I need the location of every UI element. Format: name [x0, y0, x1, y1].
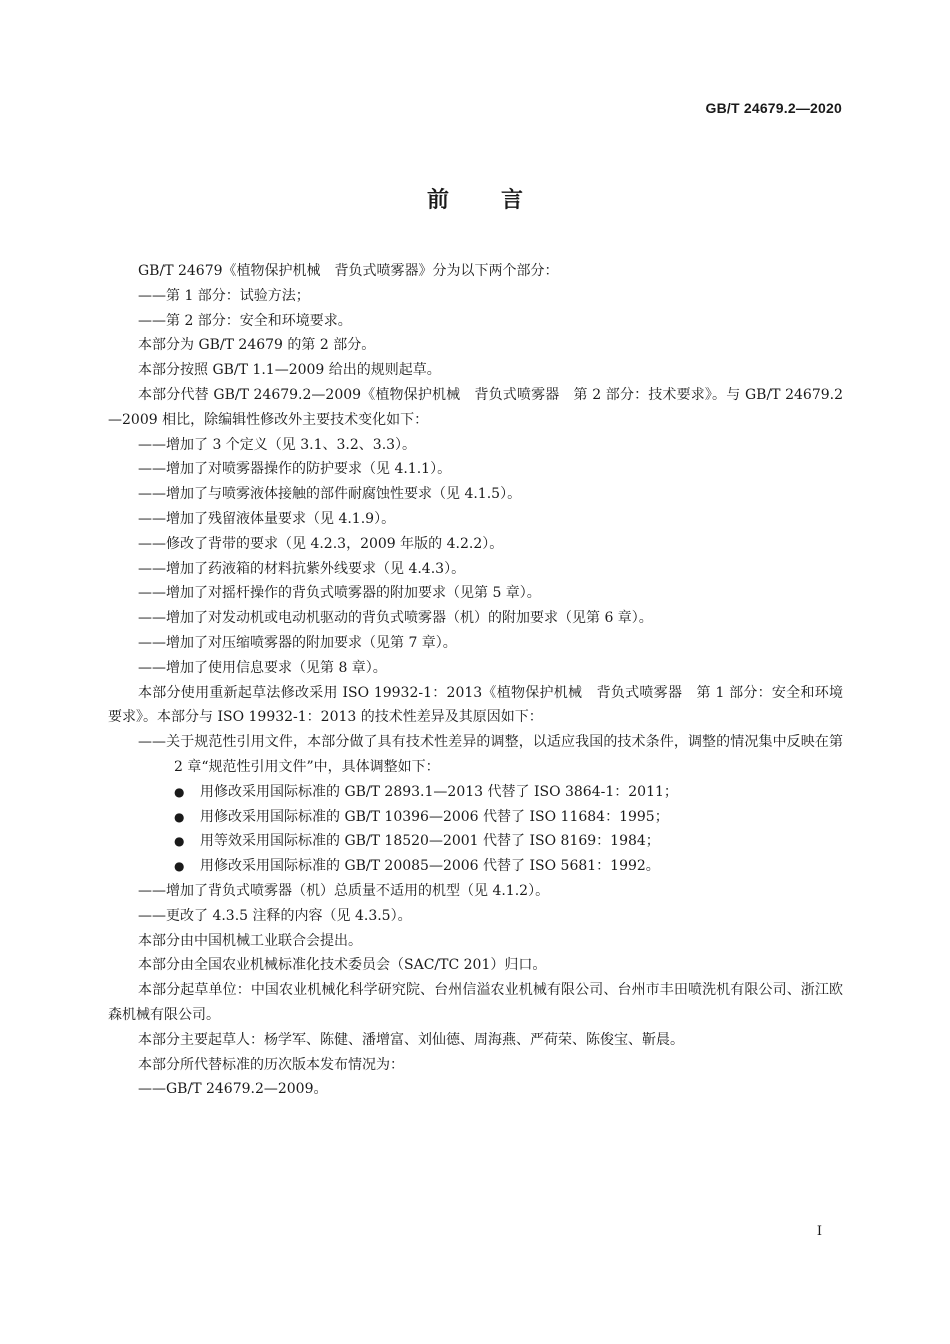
standard-code-header: GB/T 24679.2—2020	[705, 100, 842, 116]
paragraph: 本部分所代替标准的历次版本发布情况为：	[138, 1056, 404, 1073]
dash-item: ——增加了药液箱的材料抗紫外线要求（见 4.4.3）。	[138, 560, 466, 577]
dash-item: ——增加了使用信息要求（见第 8 章）。	[138, 659, 387, 676]
dash-item: ——第 1 部分：试验方法；	[138, 287, 310, 304]
dash-item: ——第 2 部分：安全和环境要求。	[138, 312, 352, 329]
paragraph: 本部分为 GB/T 24679 的第 2 部分。	[138, 337, 376, 354]
dash-item: ——增加了对喷雾器操作的防护要求（见 4.1.1）。	[138, 461, 452, 478]
bullet-text: 用等效采用国际标准的 GB/T 18520—2001 代替了 ISO 8169：1984；	[200, 833, 660, 850]
paragraph: 本部分代替 GB/T 24679.2—2009《植物保护机械 背负式喷雾器 第 2 部分：技术要求》。与 GB/T 24679.2—2009 相比，除编辑性修改外主要技术变化如下：	[108, 386, 843, 428]
bullet-item	[108, 854, 843, 879]
dash-item: ——增加了背负式喷雾器（机）总质量不适用的机型（见 4.1.2）。	[138, 882, 550, 899]
bullet-text: 用修改采用国际标准的 GB/T 2893.1—2013 代替了 ISO 3864-1：2011；	[200, 783, 678, 800]
paragraph: 本部分起草单位：中国农业机械化科学研究院、台州信溢农业机械有限公司、台州市丰田喷洗机有限公司、浙江欧森机械有限公司。	[108, 982, 843, 1023]
dash-item: ——更改了 4.3.5 注释的内容（见 4.3.5）。	[138, 907, 412, 924]
foreword-body	[108, 259, 843, 1102]
dash-item: ——增加了对发动机或电动机驱动的背负式喷雾器（机）的附加要求（见第 6 章）。	[138, 610, 653, 627]
bullet-icon: ●	[174, 859, 185, 874]
paragraph: 本部分由全国农业机械标准化技术委员会（SAC/TC 201）归口。	[138, 957, 547, 974]
bullet-text: 用修改采用国际标准的 GB/T 10396—2006 代替了 ISO 11684：1995；	[200, 808, 669, 825]
paragraph: 本部分使用重新起草法修改采用 ISO 19932-1：2013《植物保护机械 背负式喷雾器 第 1 部分：安全和环境要求》。本部分与 ISO 19932-1：2013 的技术性差异及其原因如下：	[108, 684, 843, 726]
page-number: I	[816, 1224, 822, 1239]
paragraph: 本部分由中国机械工业联合会提出。	[138, 932, 362, 949]
bullet-text: 用修改采用国际标准的 GB/T 20085—2006 代替了 ISO 5681：1992。	[200, 858, 660, 875]
bullet-icon: ●	[174, 809, 185, 824]
bullet-icon: ●	[174, 784, 185, 799]
page-title: 前言	[426, 188, 575, 213]
bullet-item	[108, 780, 843, 805]
paragraph: 本部分按照 GB/T 1.1—2009 给出的规则起草。	[138, 362, 441, 379]
dash-item: ——修改了背带的要求（见 4.2.3，2009 年版的 4.2.2）。	[138, 535, 504, 552]
paragraph: GB/T 24679《植物保护机械 背负式喷雾器》分为以下两个部分：	[138, 263, 559, 279]
bullet-item	[108, 829, 843, 854]
dash-item: ——增加了与喷雾液体接触的部件耐腐蚀性要求（见 4.1.5）。	[138, 486, 522, 503]
bullet-icon: ●	[174, 834, 185, 849]
dash-item: ——增加了对摇杆操作的背负式喷雾器的附加要求（见第 5 章）。	[138, 585, 541, 602]
bullet-item	[108, 805, 843, 830]
dash-item: ——增加了残留液体量要求（见 4.1.9）。	[138, 510, 396, 527]
dash-item: ——增加了对压缩喷雾器的附加要求（见第 7 章）。	[138, 634, 457, 651]
dash-item: ——关于规范性引用文件，本部分做了具有技术性差异的调整，以适应我国的技术条件，调整的情况集中反映在第 2 章“规范性引用文件”中，具体调整如下：	[138, 734, 843, 775]
paragraph: ——GB/T 24679.2—2009。	[138, 1081, 328, 1098]
dash-item: ——增加了 3 个定义（见 3.1、3.2、3.3）。	[138, 436, 417, 453]
paragraph: 本部分主要起草人：杨学军、陈健、潘增富、刘仙德、周海燕、严荷荣、陈俊宝、靳晨。	[138, 1031, 684, 1048]
